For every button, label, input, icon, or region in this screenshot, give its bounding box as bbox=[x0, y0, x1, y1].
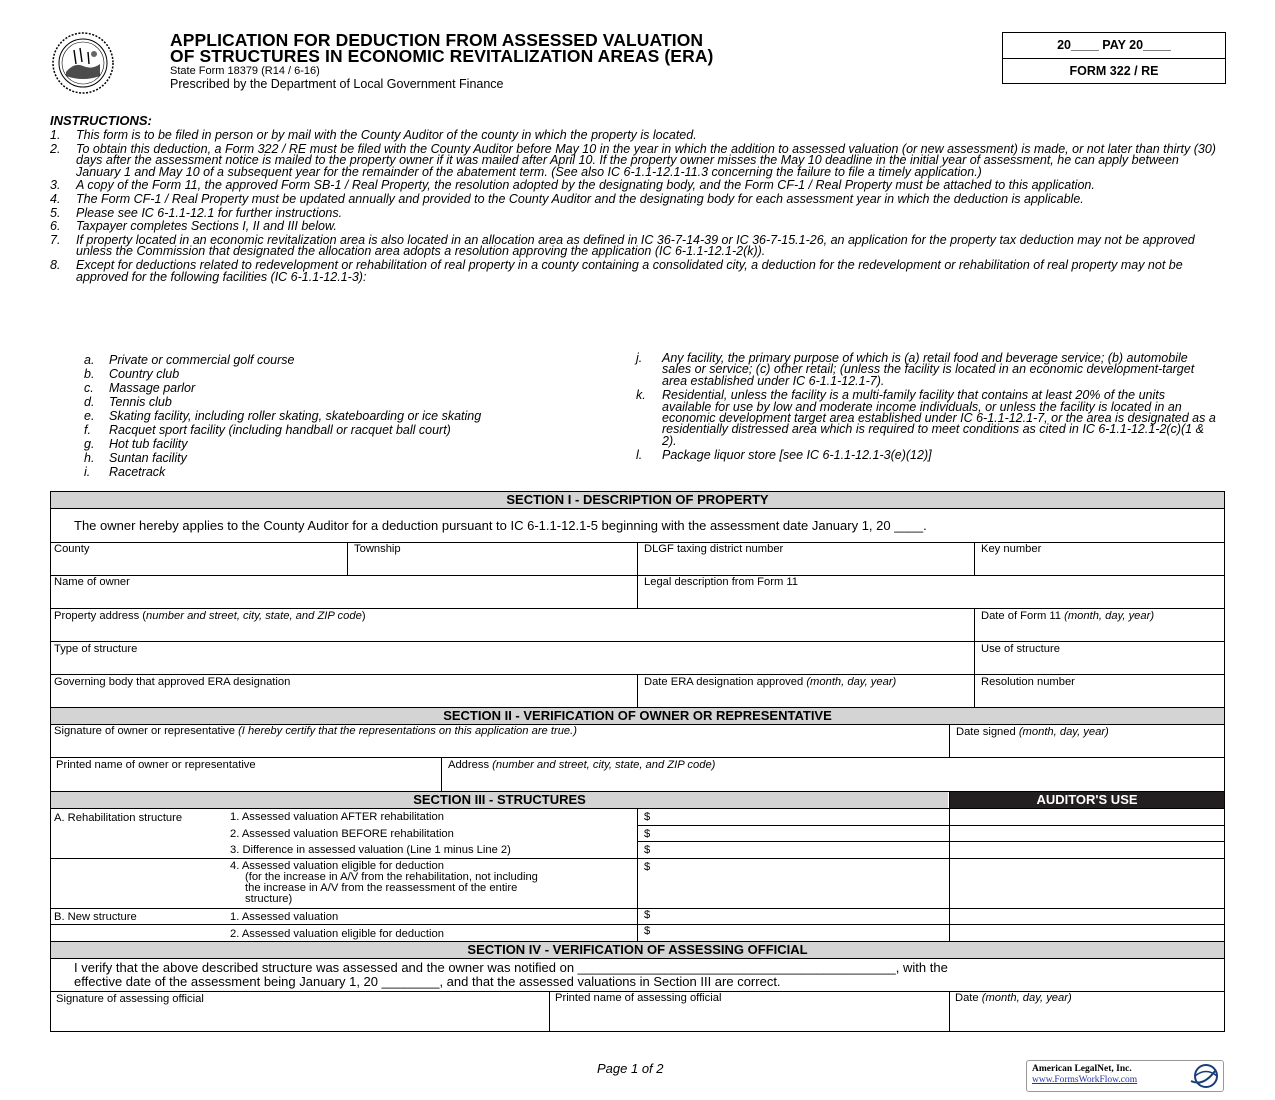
owner-address-field[interactable]: Address (number and street, city, state, and ZIP code) bbox=[448, 759, 716, 771]
rehab-line-4-label: 4. Assessed valuation eligible for deduction (for the increase in A/V from the rehabilitation, not including the increase in A/V from the reassessment of the entire structure) bbox=[230, 860, 538, 905]
list-item: f. Racquet sport facility (including handball or racquet ball court) bbox=[84, 423, 451, 437]
township-field[interactable]: Township bbox=[354, 543, 401, 555]
date-signed-field[interactable]: Date signed (month, day, year) bbox=[956, 726, 1109, 738]
list-item: l. Package liquor store [see IC 6-1.1-12.1-3(e)(12)] bbox=[636, 448, 932, 463]
excluded-facilities-right bbox=[636, 353, 1216, 465]
pay-year-field[interactable]: 20____ PAY 20____ bbox=[1003, 33, 1225, 59]
structure-type-field[interactable]: Type of structure bbox=[54, 643, 138, 655]
new-structure-label: B. New structure bbox=[54, 911, 137, 923]
list-item: k. Residential, unless the facility is a multi-family facility that contains at least 20% of the units available for use by low and moderate income individuals, or unless the facility is located in an economic development target area established under IC 6-1.1-12.1-7, or the area is designated as a residentially distressed area which is required to meet conditions as cited in IC 6-1.1-12.1-2(c)(1 & 2). bbox=[636, 388, 1216, 448]
list-item: i. Racetrack bbox=[84, 465, 166, 479]
instruction-item: 7. If property located in an economic revitalization area is also located in an allocation area as defined in IC 36-7-14-39 or IC 36-7-15.1-26, an application for the property tax deduction may not be approved unless the Commission that designated the allocation area adopts a resolution approving the application (IC 6-1.1-12.1-2(k)). bbox=[50, 233, 1195, 259]
auditors-use-header: AUDITOR'S USE bbox=[950, 792, 1224, 808]
new-line-2-label: 2. Assessed valuation eligible for deduction bbox=[230, 928, 444, 940]
state-form-number: State Form 18379 (R14 / 6-16) bbox=[170, 65, 320, 77]
list-item: h. Suntan facility bbox=[84, 451, 187, 465]
rehab-line-2-input[interactable]: $ bbox=[644, 828, 651, 840]
instruction-item: 3. A copy of the Form 11, the approved Form SB-1 / Real Property, the resolution adopted by the designating body, and the Form CF-1 / Real Property must be attached to this application. bbox=[50, 178, 1095, 193]
rehab-line-2-label: 2. Assessed valuation BEFORE rehabilitation bbox=[230, 828, 454, 840]
new-line-1-input[interactable]: $ bbox=[644, 909, 651, 921]
new-line-2-input[interactable]: $ bbox=[644, 925, 651, 937]
prescribed-by: Prescribed by the Department of Local Government Finance bbox=[170, 77, 504, 91]
owner-signature-field[interactable]: Signature of owner or representative (I hereby certify that the representations on this application are true.) bbox=[54, 725, 577, 737]
list-item: c. Massage parlor bbox=[84, 381, 196, 395]
dlgf-district-field[interactable]: DLGF taxing district number bbox=[644, 543, 784, 555]
legalnet-badge[interactable] bbox=[1026, 1060, 1224, 1092]
form-title: APPLICATION FOR DEDUCTION FROM ASSESSED VALUATION OF STRUCTURES IN ECONOMIC REVITALIZATION AREAS (ERA) bbox=[170, 30, 714, 66]
legal-description-field[interactable]: Legal description from Form 11 bbox=[644, 576, 798, 588]
assessor-date-field[interactable]: Date (month, day, year) bbox=[955, 992, 1072, 1004]
section-1-statement: The owner hereby applies to the County Auditor for a deduction pursuant to IC 6-1.1-12.1-5 beginning with the assessment date January 1, 20 ____. bbox=[74, 518, 927, 533]
assessor-signature-field[interactable]: Signature of assessing official bbox=[56, 993, 204, 1005]
rehab-line-3-label: 3. Difference in assessed valuation (Line 1 minus Line 2) bbox=[230, 844, 511, 856]
list-item: e. Skating facility, including roller skating, skateboarding or ice skating bbox=[84, 409, 482, 423]
rehab-line-1-input[interactable]: $ bbox=[644, 811, 651, 823]
structure-use-field[interactable]: Use of structure bbox=[981, 643, 1060, 655]
property-address-field[interactable]: Property address (number and street, city, state, and ZIP code) bbox=[54, 610, 366, 622]
rehab-line-1-label: 1. Assessed valuation AFTER rehabilitation bbox=[230, 811, 444, 823]
instruction-item: 2. To obtain this deduction, a Form 322 / RE must be filed with the County Auditor before May 10 in the year in which the addition to assessed valuation (or new assessment) is made, or not later than thirty (30) days after the assessment notice is mailed to the property owner if it was mailed after April 10. If the property owner misses the May 10 deadline in the initial year of assessment, he can apply between January 1 and May 10 of a subsequent year for the remainder of the abatement term. (See also IC 6-1.1-12.1-11.3 concerning the failure to file a timely application.) bbox=[50, 141, 1216, 179]
instruction-item: 5. Please see IC 6-1.1-12.1 for further instructions. bbox=[50, 205, 343, 220]
resolution-number-field[interactable]: Resolution number bbox=[981, 676, 1075, 688]
page-number: Page 1 of 2 bbox=[597, 1061, 664, 1076]
section-3-header: SECTION III - STRUCTURES bbox=[51, 792, 948, 808]
instruction-item: 4. The Form CF-1 / Real Property must be updated annually and provided to the County Auditor and the designating body for each assessment year in which the deduction is applicable. bbox=[50, 191, 1084, 206]
globe-icon bbox=[1189, 1063, 1219, 1089]
list-item: d. Tennis club bbox=[84, 395, 172, 409]
form-table bbox=[50, 491, 1225, 1032]
owner-name-field[interactable]: Name of owner bbox=[54, 576, 130, 588]
instruction-item: 1. This form is to be filed in person or by mail with the County Auditor of the county in which the property is located. bbox=[50, 128, 697, 142]
legalnet-name: American LegalNet, Inc. bbox=[1032, 1064, 1132, 1074]
section-4-header: SECTION IV - VERIFICATION OF ASSESSING OFFICIAL bbox=[51, 942, 1224, 958]
assessor-printed-name-field[interactable]: Printed name of assessing official bbox=[555, 992, 722, 1004]
owner-printed-name-field[interactable]: Printed name of owner or representative bbox=[56, 759, 256, 771]
list-item: b. Country club bbox=[84, 367, 180, 381]
assessor-verify-line-1: I verify that the above described structure was assessed and the owner was notified on ____________________________________________, with the bbox=[74, 960, 948, 975]
instructions-list bbox=[50, 130, 1225, 285]
form-id: FORM 322 / RE bbox=[1069, 64, 1159, 78]
era-approval-date-field[interactable]: Date ERA designation approved (month, day, year) bbox=[644, 676, 897, 688]
county-field[interactable]: County bbox=[54, 543, 90, 555]
list-item: g. Hot tub facility bbox=[84, 437, 188, 451]
governing-body-field[interactable]: Governing body that approved ERA designation bbox=[54, 676, 291, 688]
section-2-header: SECTION II - VERIFICATION OF OWNER OR REPRESENTATIVE bbox=[51, 708, 1224, 724]
rehab-line-4-input[interactable]: $ bbox=[644, 861, 651, 873]
year-box bbox=[1002, 32, 1226, 84]
instructions-heading: INSTRUCTIONS: bbox=[50, 113, 152, 128]
state-seal-icon bbox=[52, 32, 114, 94]
key-number-field[interactable]: Key number bbox=[981, 543, 1042, 555]
legalnet-link[interactable]: www.FormsWorkFlow.com bbox=[1032, 1075, 1138, 1085]
excluded-facilities-left bbox=[84, 353, 481, 479]
new-line-1-label: 1. Assessed valuation bbox=[230, 911, 339, 923]
list-item: a. Private or commercial golf course bbox=[84, 353, 295, 367]
section-1-header: SECTION I - DESCRIPTION OF PROPERTY bbox=[51, 492, 1224, 508]
rehab-line-3-input[interactable]: $ bbox=[644, 844, 651, 856]
instruction-item: 8. Except for deductions related to redevelopment or rehabilitation of real property in a county containing a consolidated city, a deduction for the redevelopment or rehabilitation of real property may not be approved for the following facilities (IC 6-1.1-12.1-3): bbox=[50, 258, 1183, 284]
assessor-verify-line-2: effective date of the assessment being January 1, 20 ________, and that the assessed valuations in Section III are correct. bbox=[74, 974, 781, 989]
instruction-item: 6. Taxpayer completes Sections I, II and III below. bbox=[50, 219, 337, 234]
list-item: j. Any facility, the primary purpose of which is (a) retail food and beverage service; (b) automobile sales or service; (c) other retail; (unless the facility is located in an economic development-target area established under IC 6-1.1-12.1-7). bbox=[636, 351, 1195, 388]
rehab-structure-label: A. Rehabilitation structure bbox=[54, 812, 183, 824]
form-11-date-field[interactable]: Date of Form 11 (month, day, year) bbox=[981, 610, 1155, 622]
